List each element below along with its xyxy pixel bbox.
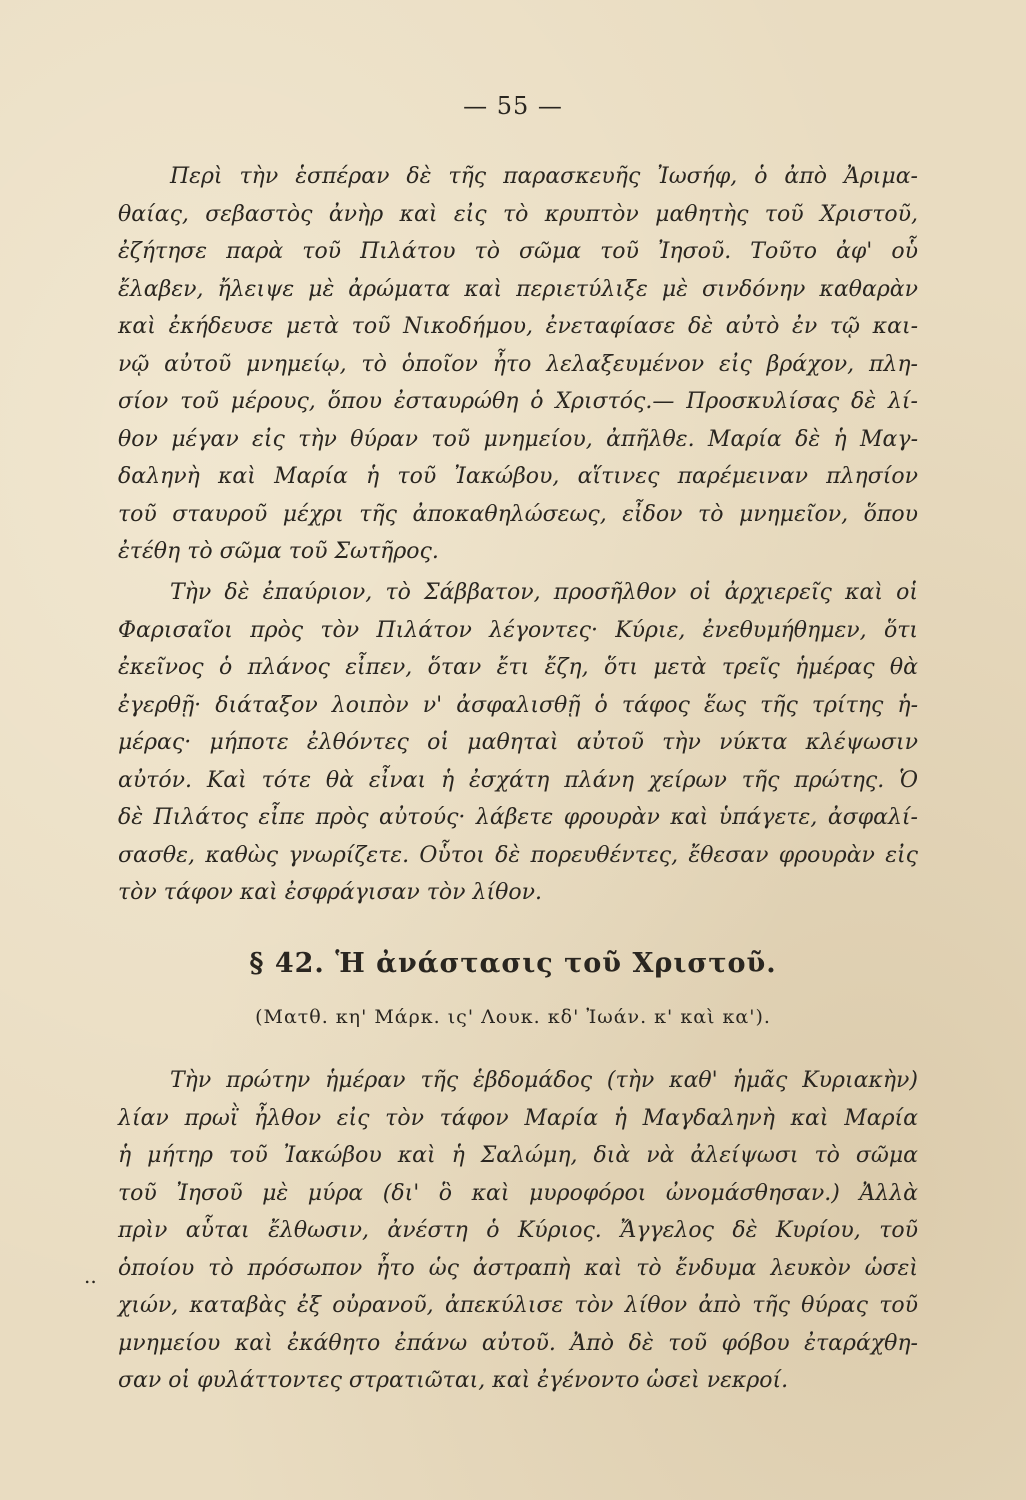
text-line: πρὶν αὗται ἔλθωσιν, ἀνέστη ὁ Κύριος. Ἄγγελος δὲ Κυρίου, τοῦ xyxy=(118,1218,918,1243)
text-line: χιών, καταβὰς ἐξ οὐρανοῦ, ἀπεκύλισε τὸν λίθον ἀπὸ τῆς θύρας τοῦ xyxy=(118,1293,918,1318)
paragraph-resurrection xyxy=(118,1062,918,1400)
text-line: ἡ μήτηρ τοῦ Ἰακώβου καὶ ἡ Σαλώμη, διὰ νὰ ἀλείψωσι τὸ σῶμα xyxy=(118,1143,918,1168)
text-line: ὁποίου τὸ πρόσωπον ἦτο ὡς ἀστραπὴ καὶ τὸ ἔνδυμα λευκὸν ὡσεὶ xyxy=(118,1255,918,1281)
text-line: σαν οἱ φυλάττοντες στρατιῶται, καὶ ἐγένοντο ὡσεὶ νεκροί. xyxy=(118,1368,789,1393)
text-line: μνημείου καὶ ἐκάθητο ἐπάνω αὐτοῦ. Ἀπὸ δὲ τοῦ φόβου ἐταράχθη- xyxy=(118,1330,918,1356)
text-line: τοῦ σταυροῦ μέχρι τῆς ἀποκαθηλώσεως, εἶδον τὸ μνημεῖον, ὅπου xyxy=(118,501,918,527)
paragraph-guard-at-tomb xyxy=(118,574,918,912)
text-line: ἐκεῖνος ὁ πλάνος εἶπεν, ὅταν ἔτι ἔζη, ὅτι μετὰ τρεῖς ἡμέρας θὰ xyxy=(118,655,918,680)
text-line: νῷ αὐτοῦ μνημείῳ, τὸ ὁποῖον ἦτο λελαξευμένον εἰς βράχον, πλη- xyxy=(118,351,918,377)
section-heading: § 42. Ἡ ἀνάστασις τοῦ Χριστοῦ. xyxy=(249,948,777,979)
paragraph-joseph-burial xyxy=(118,158,918,571)
text-line: δὲ Πιλάτος εἶπε πρὸς αὐτούς· λάβετε φρουρὰν καὶ ὑπάγετε, ἀσφαλί- xyxy=(118,805,918,830)
text-line: Τὴν πρώτην ἡμέραν τῆς ἑβδομάδος (τὴν καθ' ἡμᾶς Κυριακὴν) xyxy=(170,1068,918,1093)
text-line: Φαρισαῖοι πρὸς τὸν Πιλάτον λέγοντες· Κύριε, ἐνεθυμήθημεν, ὅτι xyxy=(118,617,918,643)
margin-mark: .. xyxy=(84,1264,97,1288)
text-line: ἐγερθῇ· διάταξον λοιπὸν ν' ἀσφαλισθῇ ὁ τάφος ἕως τῆς τρίτης ἡ- xyxy=(118,692,918,718)
text-line: Τὴν δὲ ἐπαύριον, τὸ Σάββατον, προσῆλθον οἱ ἀρχιερεῖς καὶ οἱ xyxy=(170,580,918,605)
text-line: λίαν πρωῒ ἦλθον εἰς τὸν τάφον Μαρία ἡ Μαγδαληνὴ καὶ Μαρία xyxy=(118,1105,918,1131)
page-number: — 55 — xyxy=(463,92,563,120)
text-line: Περὶ τὴν ἑσπέραν δὲ τῆς παρασκευῆς Ἰωσήφ, ὁ ἀπὸ Ἀριμα- xyxy=(170,164,918,189)
section-reference: (Ματθ. κη' Μάρκ. ις' Λουκ. κδ' Ἰωάν. κ' καὶ κα'). xyxy=(255,1006,771,1028)
text-line: δαληνὴ καὶ Μαρία ἡ τοῦ Ἰακώβου, αἵτινες παρέμειναν πλησίον xyxy=(118,464,918,489)
text-line: ἐτέθη τὸ σῶμα τοῦ Σωτῆρος. xyxy=(118,539,439,564)
text-line: καὶ ἐκήδευσε μετὰ τοῦ Νικοδήμου, ἐνεταφίασε δὲ αὐτὸ ἐν τῷ και- xyxy=(118,314,918,339)
text-line: μέρας· μήποτε ἐλθόντες οἱ μαθηταὶ αὐτοῦ τὴν νύκτα κλέψωσιν xyxy=(118,730,918,755)
text-line: θον μέγαν εἰς τὴν θύραν τοῦ μνημείου, ἀπῆλθε. Μαρία δὲ ἡ Μαγ- xyxy=(118,426,918,452)
text-line: θαίας, σεβαστὸς ἀνὴρ καὶ εἰς τὸ κρυπτὸν μαθητὴς τοῦ Χριστοῦ, xyxy=(118,201,918,227)
text-line: αὐτόν. Καὶ τότε θὰ εἶναι ἡ ἐσχάτη πλάνη χείρων τῆς πρώτης. Ὁ xyxy=(118,767,918,793)
text-line: ἔλαβεν, ἤλειψε μὲ ἀρώματα καὶ περιετύλιξε μὲ σινδόνην καθαρὰν xyxy=(118,276,918,302)
text-line: τὸν τάφον καὶ ἐσφράγισαν τὸν λίθον. xyxy=(118,880,542,905)
text-line: σίον τοῦ μέρους, ὅπου ἐσταυρώθη ὁ Χριστός.— Προσκυλίσας δὲ λί- xyxy=(118,389,918,414)
text-line: τοῦ Ἰησοῦ μὲ μύρα (δι' ὃ καὶ μυροφόροι ὠνομάσθησαν.) Ἀλλὰ xyxy=(118,1180,918,1206)
text-line: σασθε, καθὼς γνωρίζετε. Οὗτοι δὲ πορευθέντες, ἔθεσαν φρουρὰν εἰς xyxy=(118,842,918,868)
text-line: ἐζήτησε παρὰ τοῦ Πιλάτου τὸ σῶμα τοῦ Ἰησοῦ. Τοῦτο ἀφ' οὗ xyxy=(118,239,918,264)
